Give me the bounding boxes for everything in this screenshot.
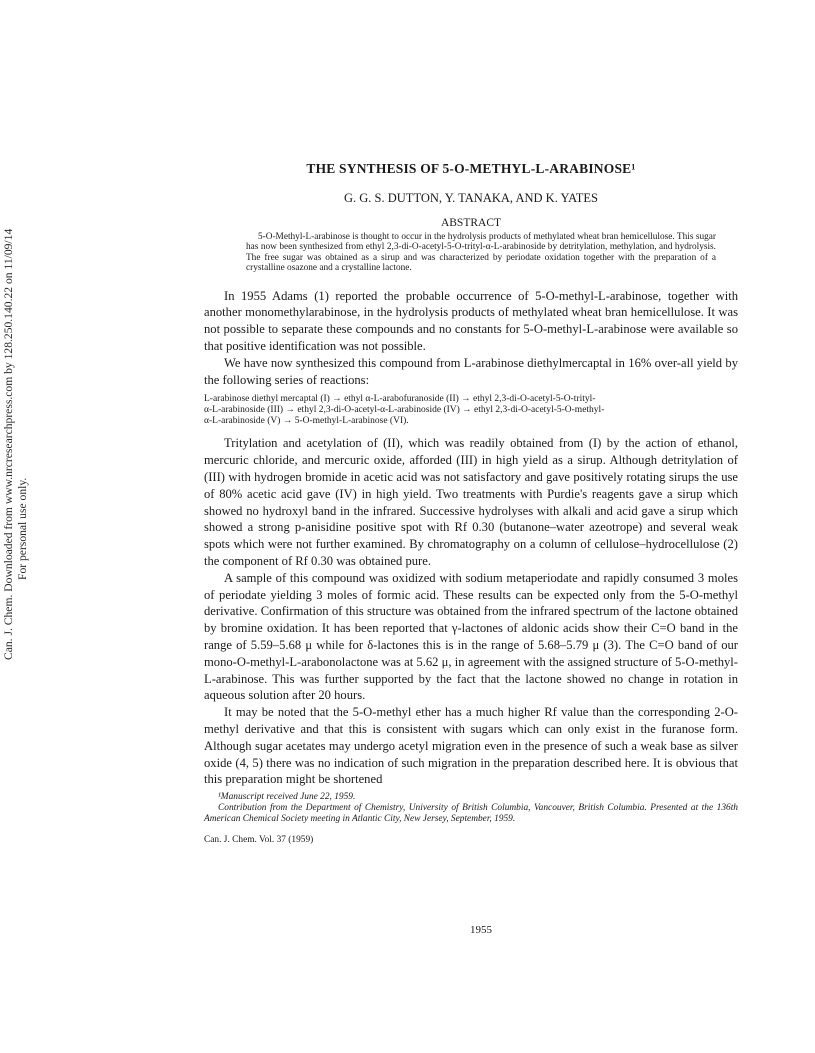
article-page xyxy=(204,160,738,845)
scheme-line: L-arabinose diethyl mercaptal (I) → ethyl α-L-arabofuranoside (II) → ethyl 2,3-di-O-acetyl-5-O-trityl- xyxy=(204,394,596,405)
reaction-scheme xyxy=(204,394,738,427)
scheme-line: α-L-arabinoside (V) → 5-O-methyl-L-arabinose (VI). xyxy=(204,416,409,427)
paragraph: It may be noted that the 5-O-methyl ether has a much higher Rf value than the corresponding 2-O-methyl derivative and that this is consistent with sugars which can only exist in the furanose form. Although sugar acetates may undergo acetyl migration even in the presence of such a weak base as silver oxide (4, 5) there was no indication of such migration in the preparation described here. It is obvious that this preparation might be shortened xyxy=(204,705,738,787)
download-notice: Can. J. Chem. Downloaded from www.nrcresearchpress.com by 128.250.140.22 on 11/09/14 xyxy=(2,228,15,660)
abstract-heading: ABSTRACT xyxy=(440,217,502,229)
scheme-line: α-L-arabinoside (III) → ethyl 2,3-di-O-acetyl-α-L-arabinoside (IV) → ethyl 2,3-di-O-acetyl-5-O-methyl- xyxy=(204,405,605,416)
footnote-contribution: Contribution from the Department of Chemistry, University of British Columbia, Vancouver, British Columbia. Presented at the 136th American Chemical Society meeting in Atlantic City, New Jersey, September, 1959. xyxy=(204,803,738,825)
paragraph: We have now synthesized this compound from L-arabinose diethylmercaptal in 16% over-all yield by the following series of reactions: xyxy=(204,355,738,387)
footnotes xyxy=(204,792,738,825)
footnote-received: ¹Manuscript received June 22, 1959. xyxy=(218,792,356,803)
download-watermark xyxy=(2,230,30,660)
personal-use-notice: For personal use only. xyxy=(16,477,29,580)
abstract-text: 5-O-Methyl-L-arabinose is thought to occur in the hydrolysis products of methylated wheat bran hemicellulose. This sugar has now been synthesized from ethyl 2,3-di-O-acetyl-5-O-trityl-α-L-arabinoside by detritylation, methylation, and hydrolysis. The free sugar was obtained as a sirup and was characterized by periodate oxidation together with the preparation of a crystalline osazone and a crystalline lactone. xyxy=(246,232,716,274)
article-body xyxy=(204,288,738,789)
paragraph: Tritylation and acetylation of (II), which was readily obtained from (I) by the action of ethanol, mercuric chloride, and mercuric oxide, afforded (III) in high yield as a sirup. Although detritylation of (III) with hydrogen bromide in acetic acid was not satisfactory and gave positively rotating sirups the use of 80% acetic acid gave (IV) in high yield. Two treatments with Purdie's reagents gave a sirup which showed no hydroxyl band in the infrared. Successive hydrolyses with alkali and acid gave a sirup which showed a strong p-anisidine positive spot with Rf 0.30 (butanone–water azeotrope) and several weak spots which were not further examined. By chromatography on a column of cellulose–hydrocellulose (2) the component of Rf 0.30 was obtained pure. xyxy=(204,436,738,568)
paragraph: A sample of this compound was oxidized with sodium metaperiodate and rapidly consumed 3 moles of periodate yielding 3 moles of formic acid. These results can be expected only from the 5-O-methyl derivative. Confirmation of this structure was obtained from the infrared spectrum of the lactone obtained by bromine oxidation. It has been reported that γ-lactones of aldonic acids show their C=O band in the range of 5.59–5.68 μ while for δ-lactones this is in the range of 5.68–5.79 μ (3). The C=O band of our mono-O-methyl-L-arabonolactone was at 5.62 μ, in agreement with the assigned structure of 5-O-methyl-L-arabinose. This was further supported by the fact that the lactone showed no change in rotation in aqueous solution after 20 hours. xyxy=(204,570,738,703)
journal-citation: Can. J. Chem. Vol. 37 (1959) xyxy=(204,835,314,846)
page-number: 1955 xyxy=(470,924,492,936)
paragraph: In 1955 Adams (1) reported the probable occurrence of 5-O-methyl-L-arabinose, together with another monomethylarabinose, in the hydrolysis products of methylated wheat bran hemicellulose. It was not possible to separate these compounds and no constants for 5-O-methyl-L-arabinose were available so that positive identification was not possible. xyxy=(204,288,738,354)
author-list: G. G. S. DUTTON, Y. TANAKA, AND K. YATES xyxy=(344,191,598,205)
article-title: THE SYNTHESIS OF 5-O-METHYL-L-ARABINOSE¹ xyxy=(306,161,636,176)
